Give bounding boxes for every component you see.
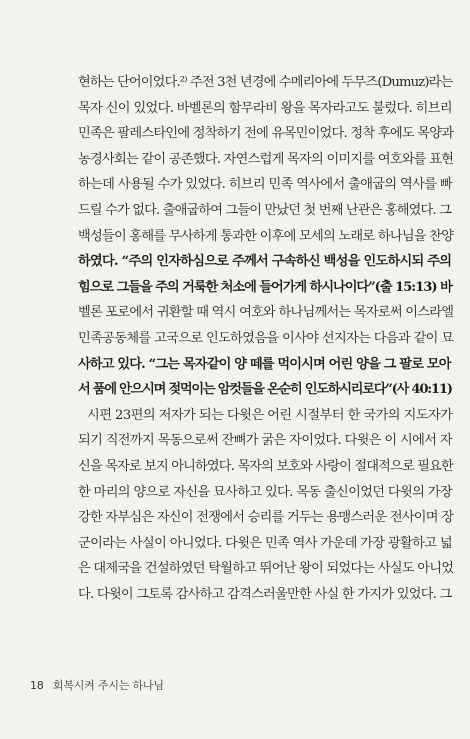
text-line: 하였다. “주의 인자하심으로 주께서 구속하신 백성을 인도하시되 주의 — [78, 254, 452, 270]
text-line: 민족공동체를 고국으로 인도하였음을 이사야 선지자는 다음과 같이 묘 — [78, 330, 454, 346]
text-line: 드릴 수가 없다. 출애굽하여 그들이 만났던 첫 번째 난관은 홍해였다. 그 — [78, 202, 451, 218]
body-text — [78, 70, 453, 607]
text-line: 힘으로 그들을 주의 거룩한 처소에 들어가게 하시나이다”(출 15:13) 바 — [78, 279, 452, 295]
text-line: 농경사회는 같이 공존했다. 자연스럽게 목자의 이미지를 여호와를 표현 — [78, 151, 454, 167]
text-line: 은 대제국을 건설하였던 탁월하고 뛰어난 왕이 되었다는 사실도 아니었 — [78, 561, 454, 577]
text-line: 사하고 있다. “그는 목자같이 양 떼를 먹이시며 어린 양을 그 팔로 모아 — [78, 356, 451, 372]
text-line: 백성들이 홍해를 무사하게 통과한 이후에 모세의 노래로 하나님을 찬양 — [78, 228, 454, 244]
paragraph-start-line: 시편 23편의 저자가 되는 다윗은 어린 시절부터 한 국가의 지도자가 — [87, 407, 453, 423]
text-line: 강한 자부심은 자신이 전쟁에서 승리를 거두는 용맹스러운 전사이며 장 — [78, 510, 454, 526]
text-line: 민족은 팔레스타인에 정착하기 전에 유목민이었다. 정착 후에도 목양과 — [78, 126, 454, 142]
text-line: 군이라는 사실이 아니었다. 다윗은 민족 역사 가운데 가장 광활하고 넓 — [78, 535, 452, 551]
text-line: 현하는 단어이었다.²⁾ 주전 3천 년경에 수메리아에 두무즈(Dumuz)라는 — [78, 75, 453, 90]
page-footer — [30, 677, 164, 693]
text-line: 한 마리의 양으로 자신을 묘사하고 있다. 목동 출신이었던 다윗의 가장 — [78, 484, 452, 500]
text-line: 벨론 포로에서 귀환할 때 역시 여호와 하나님께서는 목자로써 이스라엘 — [78, 305, 454, 321]
text-line: 되기 직전까지 목동으로써 잔뼈가 굵은 자이었다. 다윗은 이 시에서 자 — [78, 433, 452, 449]
text-line: 하는데 사용될 수가 있었다. 히브리 민족 역사에서 출애굽의 역사를 빠 — [78, 177, 452, 193]
text-line: 신을 목자로 보지 아니하였다. 목자의 보호와 사랑이 절대적으로 필요한 — [78, 458, 453, 474]
text-line: 서 품에 안으시며 젖먹이는 암컷들을 온순히 인도하시리로다”(사 40:11) — [78, 382, 452, 398]
running-title: 회복시켜 주시는 하나님 — [52, 679, 164, 692]
page-number: 18 — [30, 679, 44, 692]
text-line: 목자 신이 있었다. 바벨론의 함무라비 왕을 목자라고도 불렀다. 히브리 — [78, 100, 452, 116]
text-line: 다. 다윗이 그토록 감사하고 감격스러울만한 사실 한 가지가 있었다. 그 — [78, 586, 452, 602]
